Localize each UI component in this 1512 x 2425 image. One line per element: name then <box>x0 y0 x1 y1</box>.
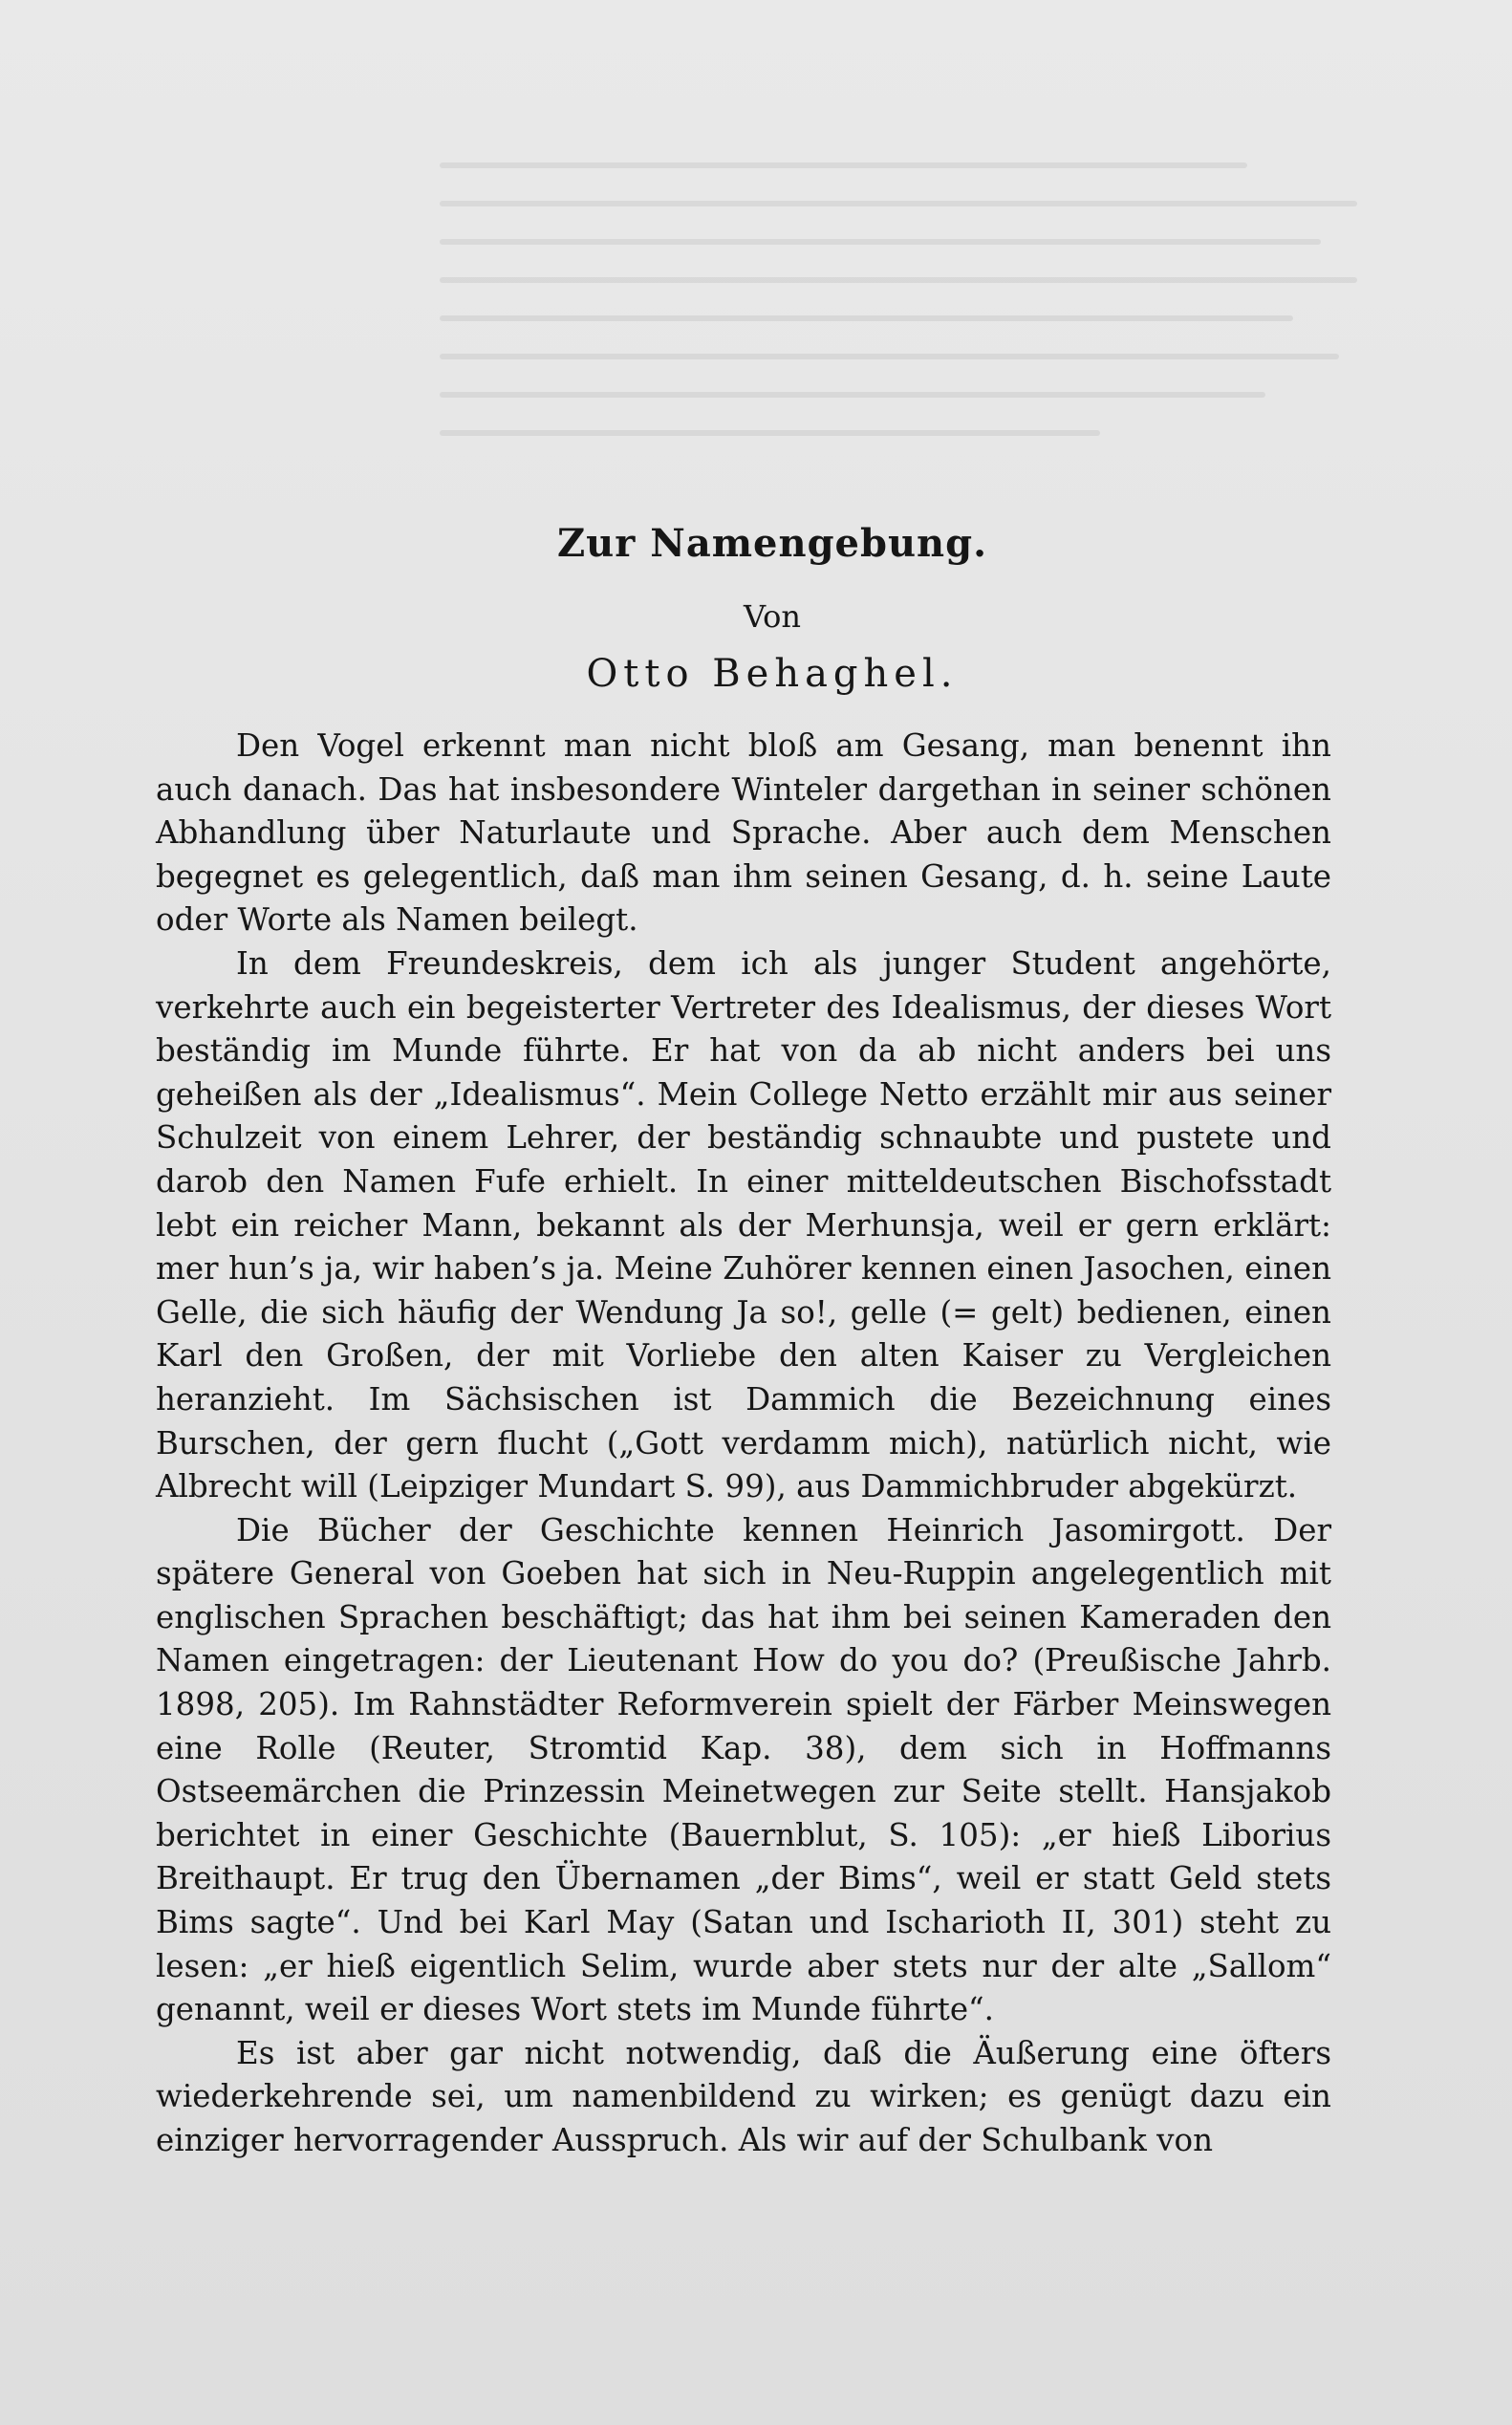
paragraph-4: Es ist aber gar nicht notwendig, daß die Äußerung eine öfters wiederkehrende sei, um namenbildend zu wirken; es genügt dazu ein einziger hervorragender Ausspruch. Als wir auf der Schulbank von <box>156 2034 1331 2158</box>
author-name: Otto Behaghel. <box>586 652 959 696</box>
paragraph-2: In dem Freundeskreis, dem ich als junger Student angehörte, verkehrte auch ein begeisterter Vertreter des Idealismus, der dieses Wort beständig im Munde führte. Er hat von da ab nicht anders bei uns geheißen als der „Idealismus“. Mein College Netto erzählt mir aus seiner Schulzeit von einem Lehrer, der beständig schnaubte und pustete und darob den Namen Fufe erhielt. In einer mitteldeutschen Bischofsstadt lebt ein reicher Mann, bekannt als der Merhunsja, weil er gern erklärt: mer hun’s ja, wir haben’s ja. Meine Zuhörer kennen einen Jasochen, einen Gelle, die sich häufig der Wendung Ja so!, gelle (= gelt) bedienen, einen Karl den Großen, der mit Vorliebe den alten Kaiser zu Vergleichen heranzieht. Im Sächsischen ist Dammich die Bezeichnung eines Burschen, der gern flucht („Gott verdamm mich), natürlich nicht, wie Albrecht will (Leipziger Mundart S. 99), aus Dammichbruder abgekürzt. <box>156 944 1331 1505</box>
bleed-through-shadow <box>440 162 1357 564</box>
byline-von: Von <box>743 598 802 635</box>
article <box>156 521 1331 2163</box>
paragraph-1: Den Vogel erkennt man nicht bloß am Gesang, man benennt ihn auch danach. Das hat insbesondere Winteler dargethan in seiner schönen Abhandlung über Naturlaute und Sprache. Aber auch dem Menschen begegnet es gelegentlich, daß man ihm seinen Gesang, d. h. seine Laute oder Worte als Namen beilegt. <box>156 727 1331 939</box>
paragraph-3: Die Bücher der Geschichte kennen Heinrich Jasomirgott. Der spätere General von Goeben hat sich in Neu-Ruppin angelegentlich mit englischen Sprachen beschäftigt; das hat ihm bei seinen Kameraden den Namen eingetragen: der Lieutenant How do you do? (Preußische Jahrb. 1898, 205). Im Rahnstädter Reformverein spielt der Färber Meinswegen eine Rolle (Reuter, Stromtid Kap. 38), dem sich in Hoffmanns Ostseemärchen die Prinzessin Meinetwegen zur Seite stellt. Hansjakob berichtet in einer Geschichte (Bauernblut, S. 105): „er hieß Liborius Breithaupt. Er trug den Übernamen „der Bims“, weil er statt Geld stets Bims sagte“. Und bei Karl May (Satan und Ischarioth II, 301) steht zu lesen: „er hieß eigentlich Selim, wurde aber stets nur der alte „Sallom“ genannt, weil er dieses Wort stets im Munde führte“. <box>156 1511 1331 2028</box>
article-title: Zur Namengebung. <box>556 521 988 566</box>
